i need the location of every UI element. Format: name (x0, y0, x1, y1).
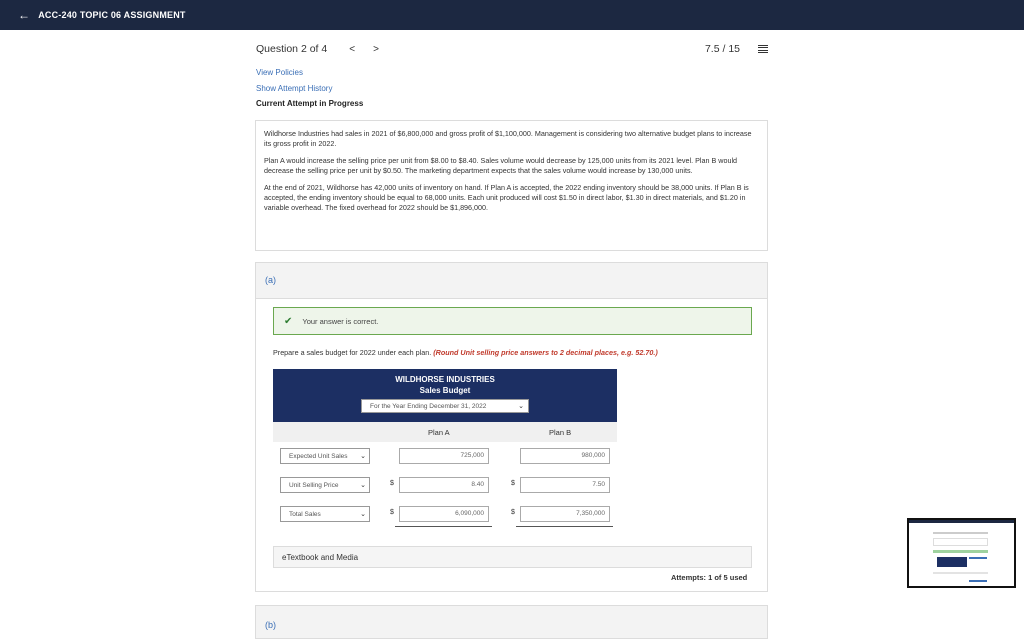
part-a-label: (a) (256, 263, 767, 299)
row-label-select[interactable] (280, 506, 370, 522)
row-label: Total Sales (289, 510, 321, 518)
thumb-bar (909, 520, 1014, 523)
top-bar (0, 0, 1024, 30)
current-attempt-label: Current Attempt in Progress (256, 99, 364, 108)
thumb-line (933, 532, 988, 534)
part-a-panel (255, 262, 768, 592)
assignment-title: ACC-240 TOPIC 06 ASSIGNMENT (38, 10, 186, 20)
dollar-sign: $ (390, 509, 394, 516)
double-underline (395, 526, 492, 527)
dollar-sign: $ (511, 509, 515, 516)
plan-a-input[interactable]: 6,090,000 (399, 506, 489, 522)
plan-b-header: Plan B (549, 428, 572, 437)
correct-message: Your answer is correct. (302, 316, 379, 326)
budget-row-unit-selling-price (273, 471, 617, 500)
previous-question-button[interactable]: < (349, 43, 356, 55)
thumb-accent (969, 557, 987, 559)
column-headers (273, 422, 617, 442)
plan-b-input[interactable]: 980,000 (520, 448, 610, 464)
problem-paragraph-3: At the end of 2021, Wildhorse has 42,000 units of inventory on hand. If Plan A is accepted, the 2022 ending inventory should be 38,000 units. If Plan B is accepted, the ending inventory should be equal to 68,000 units. Each unit produced will cost $1.50 in direct labor, $1.30 in direct materials, and $1.20 in variable overhead. The fixed overhead for 2022 should be $1,896,000. (264, 183, 749, 212)
part-b-label: (b) (265, 620, 276, 630)
plan-b-input[interactable]: 7.50 (520, 477, 610, 493)
correct-answer-banner (273, 307, 752, 335)
part-b-panel[interactable] (255, 605, 768, 639)
problem-statement (255, 120, 768, 251)
thumb-banner (933, 550, 988, 553)
show-attempt-history-link[interactable]: Show Attempt History (256, 84, 333, 93)
period-value: For the Year Ending December 31, 2022 (370, 402, 487, 410)
company-name: WILDHORSE INDUSTRIES (395, 375, 495, 384)
row-label-select[interactable] (280, 477, 370, 493)
thumb-box (933, 538, 988, 546)
sales-budget-table (273, 369, 617, 529)
arrow-left-icon[interactable]: ← (18, 8, 31, 22)
row-label-select[interactable] (280, 448, 370, 464)
plan-a-input[interactable]: 725,000 (399, 448, 489, 464)
instruction (273, 348, 658, 357)
attempts-count: Attempts: 1 of 5 used (671, 573, 748, 582)
next-question-button[interactable]: > (373, 43, 379, 55)
score-display: 7.5 / 15 (704, 43, 740, 55)
budget-row-total-sales (273, 500, 617, 529)
list-icon[interactable] (758, 45, 768, 54)
dollar-sign: $ (511, 480, 515, 487)
row-label: Unit Selling Price (289, 481, 339, 489)
chevron-down-icon: ⌄ (360, 511, 366, 518)
thumb-accent (969, 580, 987, 582)
problem-paragraph-2: Plan A would increase the selling price per unit from $8.00 to $8.40. Sales volume would decrease by 125,000 units from its 2021 level. Plan B would decrease the selling price per unit by $0.50. The marketing department expects that the sales volume would increase by 130,000 units. (264, 156, 738, 175)
row-label: Expected Unit Sales (289, 452, 348, 460)
problem-paragraph-1: Wildhorse Industries had sales in 2021 of $6,800,000 and gross profit of $1,100,000. Management is considering two alternative budget plans to increase its gross profit in 2022. (264, 129, 752, 148)
chevron-down-icon: ⌄ (360, 482, 366, 489)
page-thumbnail-preview[interactable] (907, 518, 1016, 588)
thumb-table (937, 557, 967, 567)
instruction-text: Prepare a sales budget for 2022 under each plan. (273, 348, 432, 357)
chevron-down-icon: ⌄ (360, 453, 366, 460)
dollar-sign: $ (390, 480, 394, 487)
budget-row-expected-unit-sales (273, 442, 617, 471)
question-header (256, 42, 768, 56)
period-select[interactable] (361, 399, 529, 413)
view-policies-link[interactable]: View Policies (256, 68, 303, 77)
plan-a-header: Plan A (428, 428, 450, 437)
etextbook-media-link[interactable]: eTextbook and Media (273, 546, 752, 568)
plan-b-input[interactable]: 7,350,000 (520, 506, 610, 522)
budget-header (273, 369, 617, 422)
double-underline (516, 526, 613, 527)
budget-title: Sales Budget (419, 386, 471, 395)
checkmark-icon: ✔ (284, 315, 293, 327)
thumb-line (933, 572, 988, 574)
plan-a-input[interactable]: 8.40 (399, 477, 489, 493)
instruction-note: (Round Unit selling price answers to 2 decimal places, e.g. 52.70.) (433, 348, 658, 357)
question-counter: Question 2 of 4 (256, 43, 328, 55)
chevron-down-icon: ⌄ (518, 403, 524, 410)
